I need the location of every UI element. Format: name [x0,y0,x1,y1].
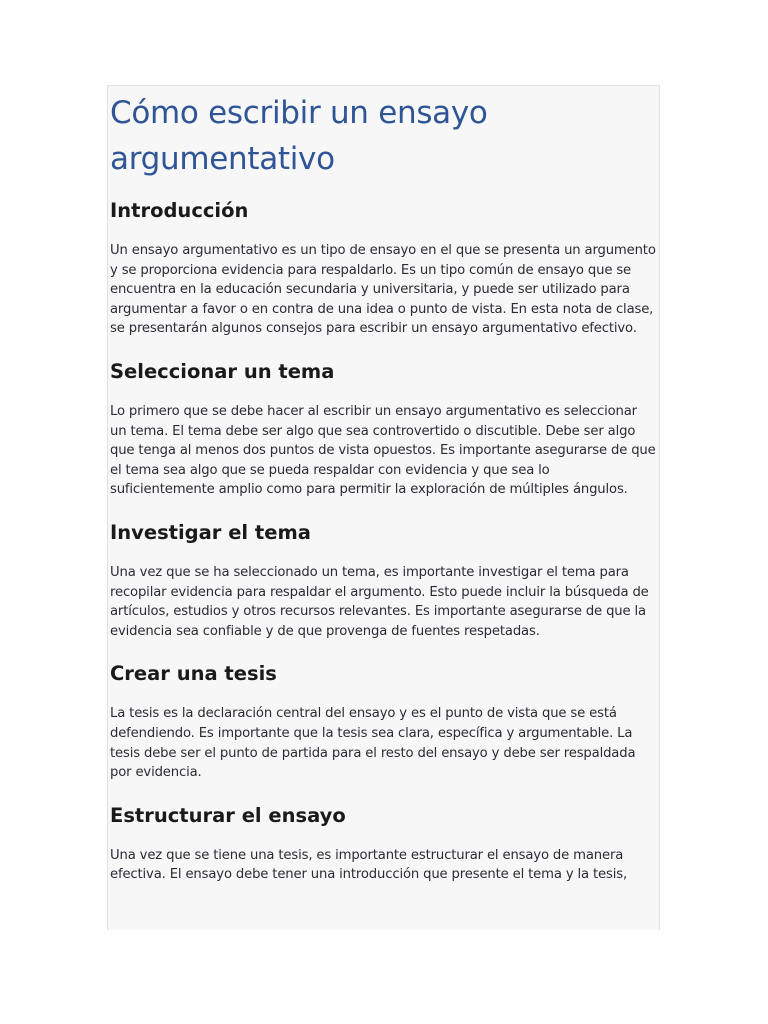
section-body-seleccionar-tema: Lo primero que se debe hacer al escribir un ensayo argumentativo es seleccionar un tema. El tema debe ser algo que sea controvertido o discutible. Debe ser algo que tenga al menos dos puntos de vista opuestos. Es importante asegurarse de que el tema sea algo que se pueda respaldar con evidencia y que sea lo suficientemente amplio como para permitir la exploración de múltiples ángulos. [110,403,656,498]
section-heading-introduccion: Introducción [110,199,249,222]
section-heading-estructurar-ensayo: Estructurar el ensayo [110,803,346,827]
section-body-estructurar-ensayo: Una vez que se tiene una tesis, es importante estructurar el ensayo de manera efectiva. El ensayo debe tener una introducción que presente el tema y la tesis, [110,847,627,883]
section-heading-investigar-tema: Investigar el tema [110,520,311,544]
document-title: Cómo escribir un ensayo argumentativo [110,95,488,177]
section-heading-seleccionar-tema: Seleccionar un tema [110,359,335,383]
section-body-crear-tesis: La tesis es la declaración central del ensayo y es el punto de vista que se está defendiendo. Es importante que la tesis sea clara, específica y argumentable. La tesis debe ser el punto de partida para el resto del ensayo y debe ser respaldada por evidencia. [110,706,636,781]
document-content [108,86,659,885]
section-body-introduccion: Un ensayo argumentativo es un tipo de ensayo en el que se presenta un argumento y se proporciona evidencia para respaldarlo. Es un tipo común de ensayo que se encuentra en la educación secundaria y universitaria, y puede ser utilizado para argumentar a favor o en contra de una idea o punto de vista. En esta nota de clase, se presentarán algunos consejos para escribir un ensayo argumentativo efectivo. [110,243,656,337]
section-heading-crear-tesis: Crear una tesis [110,662,277,686]
section-body-investigar-tema: Una vez que se ha seleccionado un tema, es importante investigar el tema para recopilar evidencia para respaldar el argumento. Esto puede incluir la búsqueda de artículos, estudios y otros recursos relevantes. Es importante asegurarse de que la evidencia sea confiable y de que provenga de fuentes respetadas. [110,564,649,639]
document-page [107,85,660,930]
